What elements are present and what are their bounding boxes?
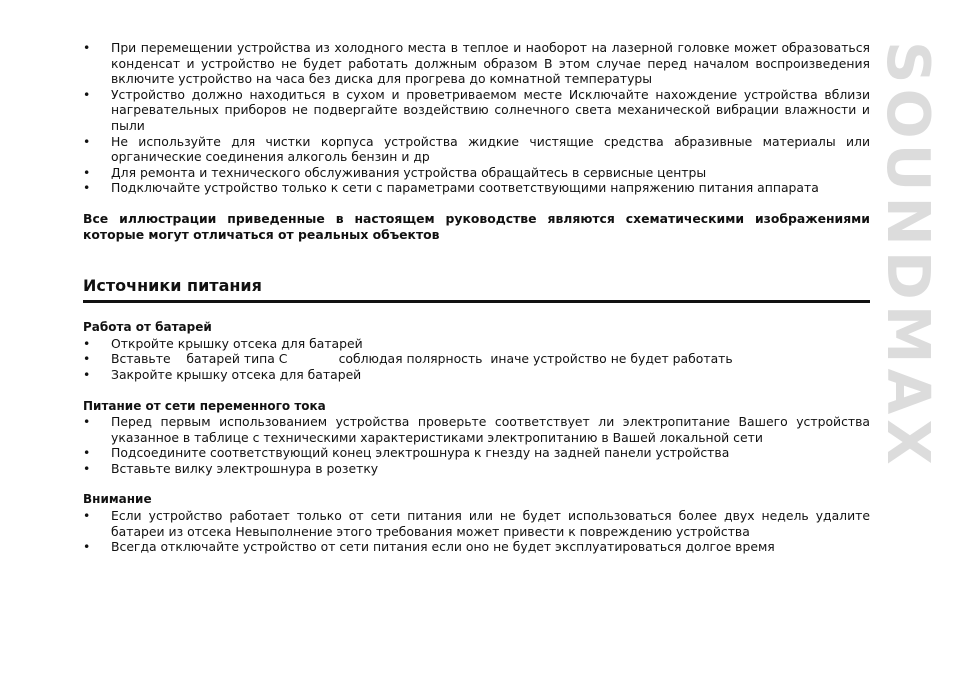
bullet-icon: • (83, 445, 91, 461)
list-item: • Всегда отключайте устройство от сети питания если оно не будет эксплуатироваться долгое время (83, 539, 775, 555)
bullet-icon: • (83, 366, 91, 382)
list-item: • Подсоедините соответствующий конец электрошнура к гнезду на задней панели устройства (83, 445, 730, 461)
warning-list (83, 508, 870, 555)
list-item: • Перед первым использованием устройства проверьте соответствует ли электропитание Вашего устройства указанное в таблице с техническими характеристиками электропитанию в Вашей локальной сети (83, 414, 870, 445)
page-content (83, 40, 870, 555)
list-item: • Закройте крышку отсека для батарей (83, 366, 362, 382)
battery-list (83, 336, 870, 383)
bullet-icon: • (83, 351, 91, 367)
section-title: Источники питания (83, 276, 262, 296)
bullet-icon: • (83, 180, 91, 196)
ac-heading: Питание от сети переменного тока (83, 398, 326, 413)
ac-list (83, 414, 870, 476)
list-item: • Подключайте устройство только к сети с параметрами соответствующими напряжению питания аппарата (83, 180, 819, 196)
bullet-icon: • (83, 86, 91, 102)
spacer (83, 476, 870, 492)
warning-heading: Внимание (83, 492, 152, 507)
bullet-icon: • (83, 414, 91, 430)
spacer (83, 383, 870, 399)
section-divider (83, 300, 870, 303)
list-item: • Вставьте вилку электрошнура в розетку (83, 460, 379, 476)
bullet-icon: • (83, 164, 91, 180)
list-item: • Откройте крышку отсека для батарей (83, 335, 363, 351)
illustration-note: Все иллюстрации приведенные в настоящем руководстве являются схематическими изображениями которые могут отличаться от реальных объектов (83, 210, 870, 242)
bullet-icon: • (83, 508, 91, 524)
bullet-icon: • (83, 335, 91, 351)
bullet-icon: • (83, 40, 91, 55)
bullet-icon: • (83, 133, 91, 149)
list-item: • Для ремонта и технического обслуживания устройства обращайтесь в сервисные центры (83, 164, 707, 180)
intro-list (83, 40, 870, 196)
list-item: • Устройство должно находиться в сухом и проветриваемом месте Исключайте нахождение устройства вблизи нагревательных приборов не подвергайте воздействию солнечного света механической вибрации влажности и пыли (83, 86, 870, 133)
list-item: • Вставьте батарей типа C соблюдая полярность иначе устройство не будет работать (83, 351, 733, 367)
list-item: • Если устройство работает только от сети питания или не будет использоваться более двух недель удалите батареи из отсека Невыполнение этого требования может привести к повреждению устройства (83, 508, 870, 539)
bullet-icon: • (83, 460, 91, 476)
list-item: • Не используйте для чистки корпуса устройства жидкие чистящие средства абразивные материалы или органические соединения алкоголь бензин и др (83, 133, 870, 165)
list-item: • При перемещении устройства из холодного места в теплое и наоборот на лазерной головке может образоваться конденсат и устройство не будет работать должным образом В этом случае перед началом воспроизведения включите устройство на часа без диска для прогрева до комнатной температуры (83, 40, 870, 87)
battery-heading: Работа от батарей (83, 320, 212, 335)
brand-watermark: SOUNDMAX (874, 41, 943, 470)
bullet-icon: • (83, 539, 91, 555)
